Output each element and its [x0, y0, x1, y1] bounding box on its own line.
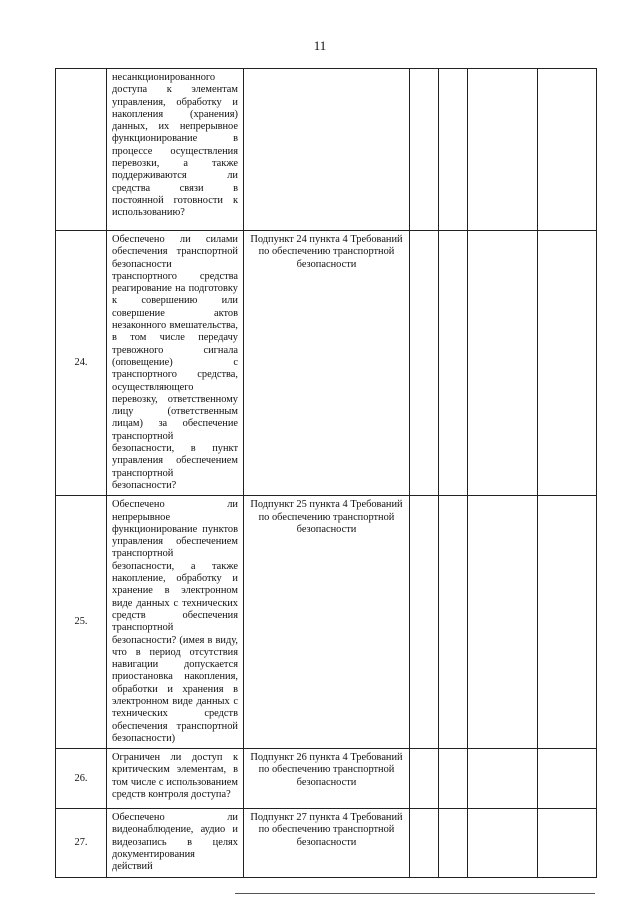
answer-yes-cell [410, 496, 439, 749]
checklist-table [55, 68, 597, 878]
row-number [56, 69, 107, 231]
table-row [56, 809, 597, 877]
question-cell: несанкционированного доступа к элементам управления, обработку и накопления (хранения) данных, их непрерывное функционирование в процессе осуществления перевозки, а также поддерживаются ли средства связи в постоянной готовности к использованию? [107, 69, 244, 231]
answer-na-cell [468, 69, 538, 231]
answer-no-cell [439, 231, 468, 496]
remarks-cell [538, 69, 597, 231]
answer-no-cell [439, 496, 468, 749]
page-number: 11 [313, 38, 327, 53]
remarks-cell [538, 231, 597, 496]
row-number: 27. [56, 809, 107, 877]
answer-na-cell [468, 809, 538, 877]
table-row [56, 231, 597, 496]
table-row [56, 69, 597, 231]
question-cell: Ограничен ли доступ к критическим элементам, в том числе с использованием средств контроля доступа? [107, 749, 244, 809]
row-number: 26. [56, 749, 107, 809]
question-cell: Обеспечено ли видеонаблюдение, аудио и видеозапись в целях документирования действий [107, 809, 244, 877]
question-cell: Обеспечено ли силами обеспечения транспортной безопасности транспортного средства реагирование на подготовку к совершению или совершение актов незаконного вмешательства, в том числе передачу тревожного сигнала (оповещение) с транспортного средства, осуществляющего перевозку, ответственному лицу (ответственным лицам) за обеспечение транспортной безопасности, в пункт управления обеспечением транспортной безопасности? [107, 231, 244, 496]
requirement-cell: Подпункт 26 пункта 4 Требований по обеспечению транспортной безопасности [244, 749, 410, 809]
answer-no-cell [439, 749, 468, 809]
requirement-cell: Подпункт 27 пункта 4 Требований по обеспечению транспортной безопасности [244, 809, 410, 877]
requirement-cell [244, 69, 410, 231]
row-number: 25. [56, 496, 107, 749]
requirement-cell: Подпункт 24 пункта 4 Требований по обеспечению транспортной безопасности [244, 231, 410, 496]
requirement-cell: Подпункт 25 пункта 4 Требований по обеспечению транспортной безопасности [244, 496, 410, 749]
answer-na-cell [468, 749, 538, 809]
scan-edge-line [235, 893, 595, 894]
answer-yes-cell [410, 749, 439, 809]
answer-na-cell [468, 496, 538, 749]
answer-yes-cell [410, 809, 439, 877]
row-number: 24. [56, 231, 107, 496]
answer-yes-cell [410, 69, 439, 231]
table-row [56, 496, 597, 749]
remarks-cell [538, 749, 597, 809]
remarks-cell [538, 496, 597, 749]
answer-na-cell [468, 231, 538, 496]
answer-no-cell [439, 809, 468, 877]
answer-yes-cell [410, 231, 439, 496]
answer-no-cell [439, 69, 468, 231]
table-row [56, 749, 597, 809]
question-cell: Обеспечено ли непрерывное функционирование пунктов управления обеспечением транспортной безопасности, а также накопление, обработку и хранение в электронном виде данных с технических средств обеспечения транспортной безопасности? (имея в виду, что в период отсутствия навигации допускается приостановка накопления, обработки и хранения в электронном виде данных с технических средств обеспечения транспортной безопасности) [107, 496, 244, 749]
remarks-cell [538, 809, 597, 877]
